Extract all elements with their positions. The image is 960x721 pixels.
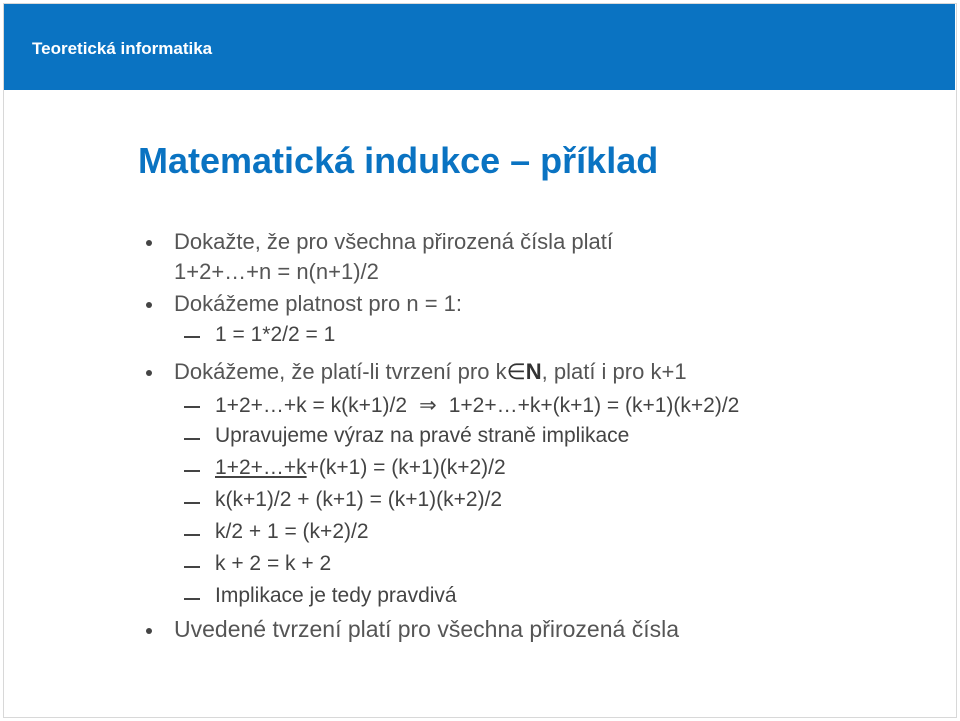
dash-marker	[184, 406, 200, 408]
implication-left: 1+2+…+k = k(k+1)/2	[215, 394, 408, 417]
dash-marker	[184, 598, 200, 600]
bullet-2-sub-1: 1 = 1*2/2 = 1	[215, 323, 336, 346]
bullet-marker	[146, 240, 152, 246]
bullet-3-sub-5: k/2 + 1 = (k+2)/2	[215, 520, 369, 543]
bullet-3-sub-2: Upravujeme výraz na pravé straně implikace	[215, 424, 630, 447]
bullet-3-post: , platí i pro k+1	[541, 359, 687, 384]
bullet-3	[174, 359, 687, 385]
bullet-3-sub-4: k(k+1)/2 + (k+1) = (k+1)(k+2)/2	[215, 488, 503, 511]
bullet-marker	[146, 628, 152, 634]
bullet-1-line-2: 1+2+…+n = n(n+1)/2	[174, 259, 379, 284]
bullet-3-sub-7: Implikace je tedy pravdivá	[215, 584, 457, 607]
bullet-1-line-1: Dokažte, že pro všechna přirozená čísla platí	[174, 229, 614, 254]
natural-numbers-symbol: N	[525, 359, 542, 384]
header-title: Teoretická informatika	[32, 39, 213, 58]
dash-marker	[184, 470, 200, 472]
bullet-3-pre: Dokážeme, že platí-li tvrzení pro k	[174, 359, 507, 384]
bullet-marker	[146, 302, 152, 308]
implication-right: 1+2+…+k+(k+1) = (k+1)(k+2)/2	[448, 394, 740, 417]
implies-arrow-icon: ⇒	[419, 394, 437, 417]
bullet-4: Uvedené tvrzení platí pro všechna přirozená čísla	[174, 616, 679, 642]
dash-marker	[184, 566, 200, 568]
bullet-3-sub-6: k + 2 = k + 2	[215, 552, 332, 575]
dash-marker	[184, 534, 200, 536]
dash-marker	[184, 438, 200, 440]
dash-marker	[184, 502, 200, 504]
underlined-sum: 1+2+…+k	[215, 456, 307, 479]
bullet-2: Dokážeme platnost pro n = 1:	[174, 291, 462, 316]
dash-marker	[184, 336, 200, 338]
slide-title: Matematická indukce – příklad	[138, 140, 659, 181]
bullet-3-sub-3	[215, 456, 506, 480]
bullet-3-sub-3-rest: +(k+1) = (k+1)(k+2)/2	[306, 456, 506, 479]
bullet-marker	[146, 370, 152, 376]
element-of-symbol: ∈	[506, 359, 526, 384]
bullet-3-sub-1	[215, 393, 739, 418]
